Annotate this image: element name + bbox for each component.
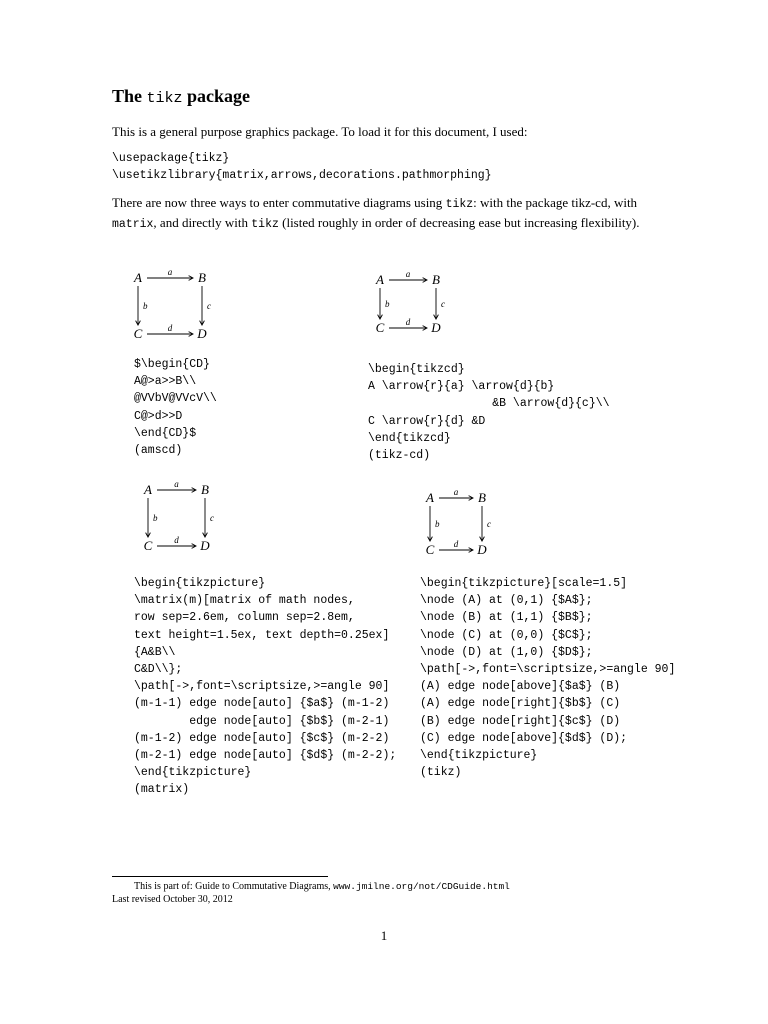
label-c: c: [207, 301, 211, 311]
section-heading: [112, 86, 250, 107]
load-code-block: \usepackage{tikz} \usetikzlibrary{matrix,arrows,decorations.pathmorphing}: [112, 152, 492, 183]
node-a: A: [144, 482, 152, 497]
label-c: c: [441, 299, 445, 309]
footnote-url: www.jmilne.org/not/CDGuide.html: [333, 881, 510, 892]
label-d: d: [453, 539, 459, 549]
heading-suffix: package: [187, 86, 251, 106]
label-d: d: [167, 323, 173, 333]
node-d: D: [197, 326, 207, 341]
page-number: 1: [380, 928, 388, 943]
label-d: d: [174, 535, 179, 545]
label-d: d: [405, 317, 411, 327]
node-d: D: [431, 320, 441, 335]
diagram-amscd: [128, 264, 238, 344]
footnote-rule: [112, 876, 328, 877]
diagram-matrix: [138, 476, 238, 556]
diagram-tikzcd: [370, 266, 470, 346]
node-a: A: [426, 490, 434, 505]
footnote-line: [134, 880, 510, 894]
para-code-1: tikz: [445, 198, 474, 211]
heading-prefix: The: [112, 86, 143, 106]
diagram-tikz: [420, 484, 520, 564]
node-c: C: [143, 538, 153, 553]
node-b: B: [201, 482, 209, 497]
code-tikzcd: \begin{tikzcd} A \arrow{r}{a} \arrow{d}{b} &B \arrow{d}{c}\\ C \arrow{r}{d} &D \end{tikzcd} (tikz-cd): [368, 363, 610, 463]
intro-paragraph: This is a general purpose graphics package. To load it for this document, I used:: [112, 124, 528, 139]
label-b: b: [385, 299, 390, 309]
code-amscd: $\begin{CD} A@>a>>B\\ @VVbV@VVcV\\ C@>d>>D \end{CD}$ (amscd): [134, 358, 217, 458]
label-c: c: [487, 519, 491, 529]
node-d: D: [200, 538, 210, 553]
label-b: b: [143, 301, 148, 311]
label-b: b: [435, 519, 440, 529]
label-b: b: [153, 513, 158, 523]
heading-code: tikz: [146, 90, 183, 107]
code-matrix: \begin{tikzpicture} \matrix(m)[matrix of math nodes, row sep=2.6em, column sep=2.8em, text height=1.5ex, text depth=0.25ex] {A&B\\ C&D\\}; \path[->,font=\scriptsize,>=angle 90] (m-1-1) edge node[auto] {$a$} (m-1-2) edge node[auto] {$b$} (m-2-1) (m-1-2) edge node[auto] {$c$} (m-2-2) (m-2-1) edge node[auto] {$d$} (m-2-2); \end{tikzpicture} (matrix): [134, 577, 397, 797]
label-a: a: [174, 479, 179, 489]
methods-paragraph: [112, 194, 660, 234]
para-text-4: (listed roughly in order of decreasing ease but increasing flexibility).: [278, 215, 640, 230]
node-a: A: [134, 270, 142, 285]
node-c: C: [375, 320, 385, 335]
para-code-3: tikz: [251, 218, 279, 231]
node-b: B: [198, 270, 206, 285]
node-c: C: [133, 326, 143, 341]
label-a: a: [167, 267, 173, 277]
node-b: B: [432, 272, 440, 287]
footnote-revised: Last revised October 30, 2012: [112, 894, 233, 905]
node-d: D: [477, 542, 487, 557]
code-tikz: \begin{tikzpicture}[scale=1.5] \node (A) at (0,1) {$A$}; \node (B) at (1,1) {$B$}; \node (C) at (0,0) {$C$}; \node (D) at (1,0) {$D$}; \path[->,font=\scriptsize,>=angle 90] (A) edge node[above]{$a$} (B) (A) edge node[right]{$b$} (C) (B) edge node[right]{$c$} (D) (C) edge node[above]{$d$} (D); \end{tikzpicture} (tikz): [420, 577, 676, 780]
label-c: c: [210, 513, 214, 523]
label-a: a: [453, 487, 459, 497]
para-text-2: : with the package tikz-cd, with: [473, 195, 638, 210]
para-text-1: There are now three ways to enter commutative diagrams using: [112, 195, 446, 210]
node-b: B: [478, 490, 486, 505]
node-c: C: [425, 542, 435, 557]
para-code-2: matrix: [112, 218, 154, 231]
footnote-text: This is part of: Guide to Commutative Diagrams,: [134, 881, 334, 892]
node-a: A: [376, 272, 384, 287]
label-a: a: [405, 269, 411, 279]
para-text-3: , and directly with: [153, 215, 252, 230]
